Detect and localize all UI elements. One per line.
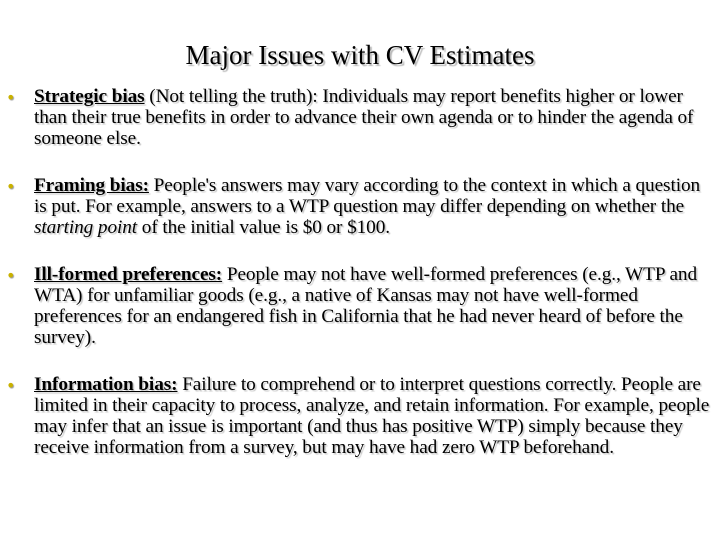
bullet-text — [34, 374, 716, 458]
bullet-body: Failure to comprehend or to interpret questions correctly. People are limited in their capacity to process, analyze, and retain information. For example, people may infer that an issue is important (and thus has positive WTP) simply because they receive information from a survey, but may have had zero WTP beforehand. — [34, 374, 710, 458]
bullet-emphasis: starting point — [34, 217, 138, 238]
bullet-text — [34, 86, 716, 149]
bullet-text — [34, 264, 716, 348]
bullet-body-after: of the initial value is $0 or $100. — [137, 217, 390, 238]
bullet-term: Ill-formed preferences: — [34, 264, 223, 285]
bullet-term: Strategic bias — [34, 86, 145, 107]
bullet-body: (Not telling the truth): Individuals may report benefits higher or lower than their true benefits in order to advance their own agenda or to hinder the agenda of someone else. — [34, 86, 694, 149]
bullet-icon: • — [6, 177, 16, 196]
bullet-term: Framing bias: — [34, 175, 149, 196]
bullet-icon: • — [6, 376, 16, 395]
bullet-strategic-bias — [6, 86, 716, 149]
bullet-term: Information bias: — [34, 374, 178, 395]
bullet-icon: • — [6, 266, 16, 285]
bullet-text — [34, 175, 716, 238]
bullet-list — [6, 86, 716, 458]
bullet-icon: • — [6, 88, 16, 107]
bullet-body-before: People's answers may vary according to the context in which a question is put. For example, answers to a WTP question may differ depending on whether the — [34, 175, 701, 217]
slide-title: Major Issues with CV Estimates — [185, 40, 535, 70]
bullet-ill-formed-preferences — [6, 264, 716, 348]
bullet-framing-bias — [6, 175, 716, 238]
bullet-information-bias — [6, 374, 716, 458]
bullet-body: People may not have well-formed preferences (e.g., WTP and WTA) for unfamiliar goods (e.g., a native of Kansas may not have well-formed preferences for an endangered fish in California that he had never heard of before the survey). — [34, 264, 698, 348]
